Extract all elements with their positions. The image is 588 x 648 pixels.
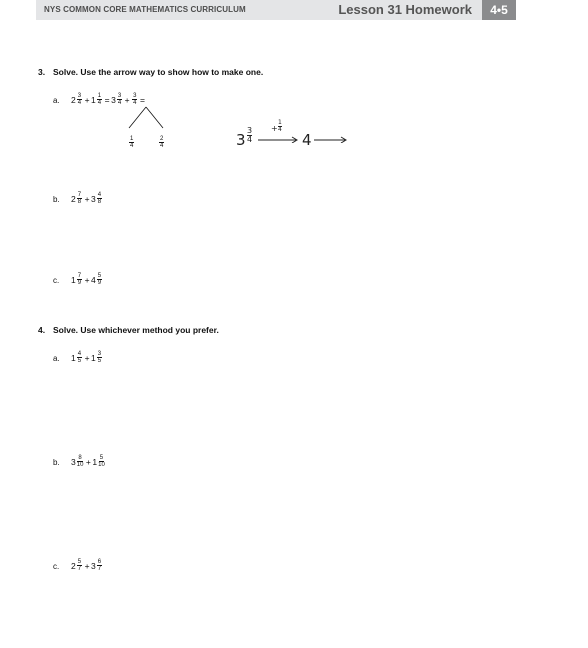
problem-3b-expression <box>71 192 103 205</box>
denominator: 4 <box>77 100 82 106</box>
numerator: 4 <box>77 351 82 357</box>
plus-sign: + <box>85 456 91 467</box>
denominator: 5 <box>97 358 102 364</box>
denominator: 7 <box>77 566 82 572</box>
numerator: 4 <box>97 192 102 198</box>
problem-4c-expression <box>71 559 103 572</box>
hand-start-fraction <box>247 127 252 144</box>
arrow-icon <box>313 135 349 143</box>
fraction <box>77 273 82 286</box>
whole-number: 1 <box>71 352 76 363</box>
numerator: 7 <box>77 192 82 198</box>
denominator: 10 <box>76 462 84 468</box>
plus-sign: + <box>124 94 130 105</box>
fraction <box>77 93 82 106</box>
numerator: 1 <box>130 136 134 142</box>
numerator: 5 <box>97 273 102 279</box>
problem-3b-label: b. <box>53 195 60 204</box>
denominator: 4 <box>247 135 253 144</box>
denominator: 8 <box>77 199 82 205</box>
whole-number: 3 <box>91 193 96 204</box>
arrow-icon <box>258 135 300 143</box>
problem-4-instruction: Solve. Use whichever method you prefer. <box>53 325 219 335</box>
hand-end-whole: 4 <box>302 131 312 149</box>
fraction <box>97 273 102 286</box>
whole-number: 1 <box>91 94 96 105</box>
lesson-title: Lesson 31 Homework <box>338 2 472 17</box>
curriculum-title: NYS COMMON CORE MATHEMATICS CURRICULUM <box>44 5 246 14</box>
numerator: 3 <box>77 93 82 99</box>
equals-sign: = <box>139 94 145 105</box>
denominator: 4 <box>117 100 122 106</box>
denominator: 8 <box>97 199 102 205</box>
denominator: 4 <box>278 126 282 133</box>
numerator: 3 <box>247 126 253 135</box>
fraction <box>77 351 82 364</box>
problem-3a-label: a. <box>53 96 60 105</box>
fraction <box>117 93 122 106</box>
denominator: 4 <box>133 100 137 106</box>
plus-sign: + <box>84 352 90 363</box>
plus-sign: + <box>84 193 90 204</box>
whole-number: 3 <box>111 94 116 105</box>
fraction <box>77 559 82 572</box>
problem-4a-label: a. <box>53 354 60 363</box>
problem-4c-label: c. <box>53 562 60 571</box>
numerator: 5 <box>99 455 104 461</box>
numerator: 3 <box>133 93 137 99</box>
fraction <box>97 351 102 364</box>
whole-number: 2 <box>71 560 76 571</box>
denominator: 4 <box>160 143 164 149</box>
hand-start-whole: 3 <box>236 131 246 149</box>
problem-3a-expression <box>71 93 146 106</box>
numerator: 7 <box>77 273 82 279</box>
numerator: 8 <box>78 455 82 461</box>
hand-step-fraction <box>278 120 282 133</box>
number-bond-lines <box>125 106 170 131</box>
whole-number: 1 <box>92 456 98 467</box>
equals-sign: = <box>104 94 110 105</box>
problem-4a-expression <box>71 351 103 364</box>
whole-number: 4 <box>91 274 96 285</box>
module-badge: 4•5 <box>482 0 516 20</box>
problem-4b-label: b. <box>53 458 60 467</box>
fraction <box>129 136 134 149</box>
whole-number: 2 <box>71 94 76 105</box>
fraction <box>77 192 82 205</box>
fraction <box>77 455 84 468</box>
numerator: 2 <box>160 136 164 142</box>
fraction <box>97 559 102 572</box>
whole-number: 1 <box>71 274 76 285</box>
denominator: 9 <box>77 280 82 286</box>
plus-sign: + <box>84 274 90 285</box>
problem-3c-expression <box>71 273 103 286</box>
problem-4b-expression <box>71 455 106 468</box>
plus-sign: + <box>84 560 90 571</box>
numerator: 1 <box>97 93 102 99</box>
plus-sign: + <box>84 94 90 105</box>
fraction <box>97 93 102 106</box>
numerator: 5 <box>77 559 82 565</box>
whole-number: 3 <box>71 456 76 467</box>
whole-number: 3 <box>91 560 96 571</box>
problem-3c-label: c. <box>53 276 60 285</box>
fraction <box>132 93 137 106</box>
problem-3-instruction: Solve. Use the arrow way to show how to make one. <box>53 67 264 77</box>
denominator: 5 <box>77 358 82 364</box>
fraction <box>98 455 105 468</box>
numerator: 6 <box>97 559 102 565</box>
fraction <box>159 136 164 149</box>
problem-3-number: 3. <box>38 67 46 77</box>
whole-number: 1 <box>91 352 96 363</box>
fraction <box>97 192 102 205</box>
denominator: 4 <box>97 100 102 106</box>
numerator: 1 <box>278 119 282 126</box>
page-header <box>36 0 516 20</box>
whole-number: 2 <box>71 193 76 204</box>
denominator: 10 <box>98 462 105 468</box>
hand-plus-sign: + <box>271 124 278 133</box>
numerator: 3 <box>117 93 122 99</box>
numerator: 3 <box>97 351 102 357</box>
problem-4-number: 4. <box>38 325 46 335</box>
denominator: 7 <box>97 566 102 572</box>
bond-part-fraction <box>158 136 165 149</box>
denominator: 9 <box>97 280 102 286</box>
bond-part-fraction <box>128 136 135 149</box>
denominator: 4 <box>130 143 134 149</box>
